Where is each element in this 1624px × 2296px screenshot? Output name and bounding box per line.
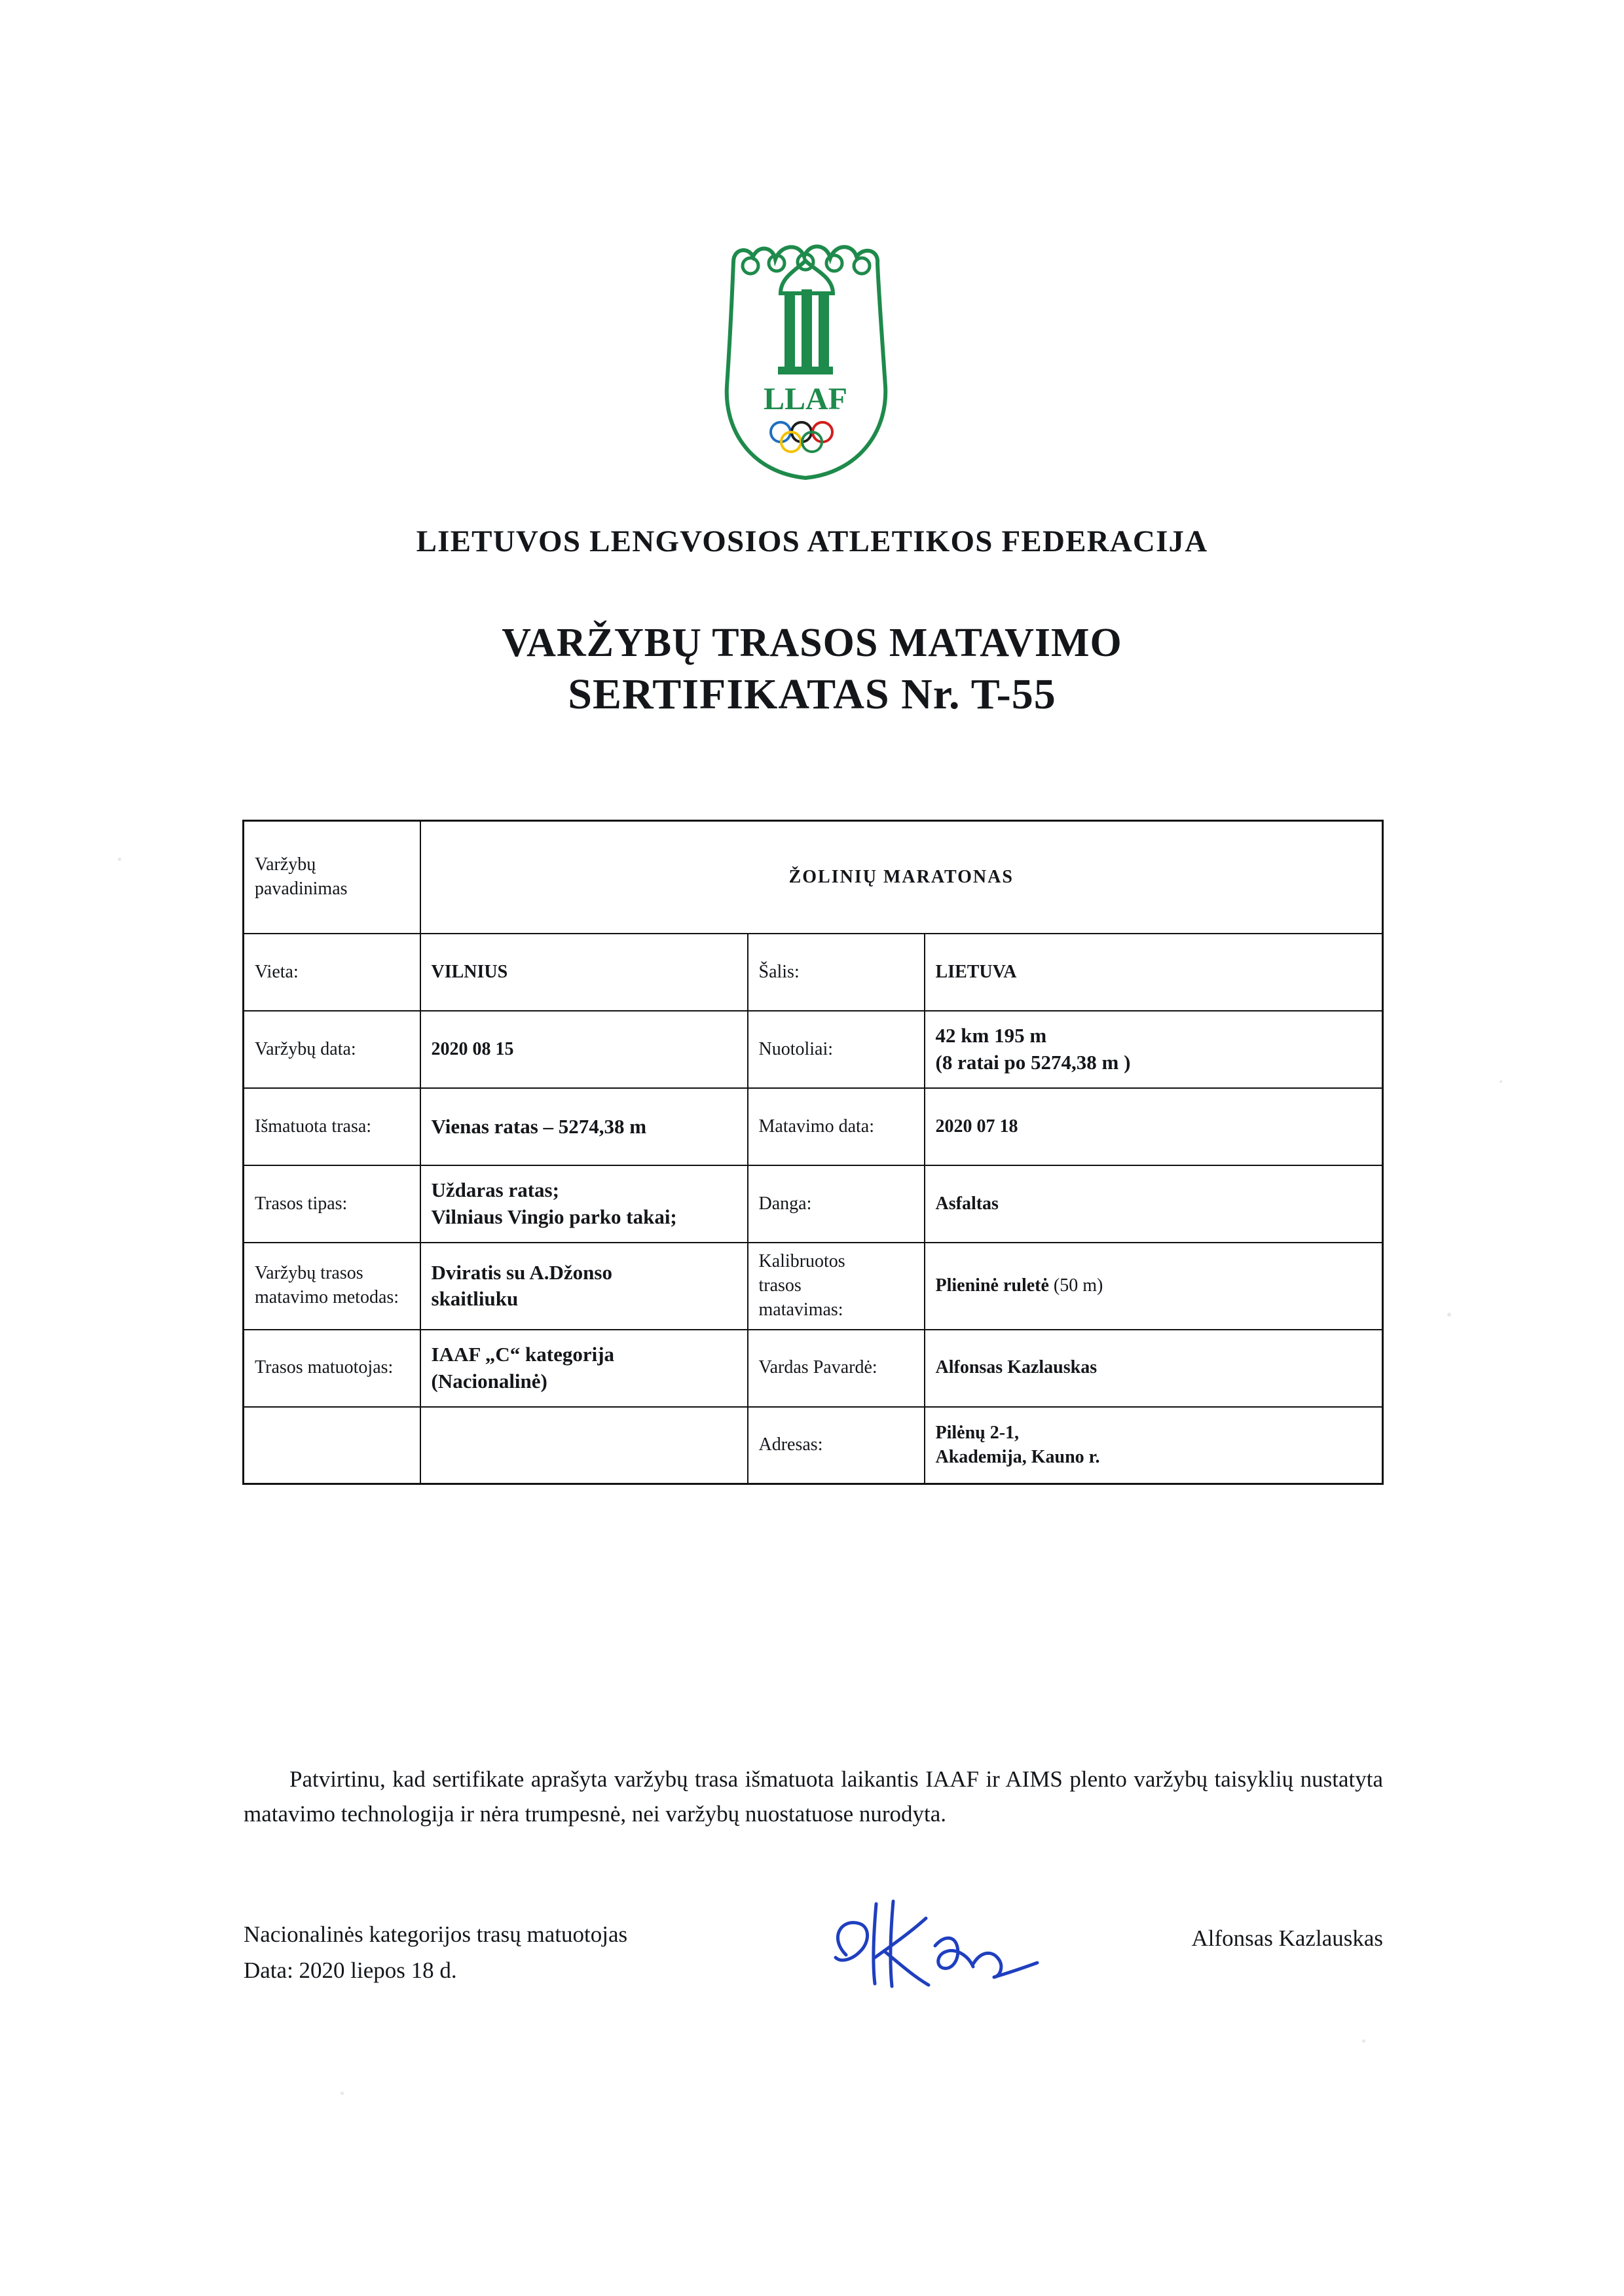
- page-title: [0, 619, 1624, 721]
- address-line-1: Pilėnų 2-1,: [935, 1422, 1020, 1443]
- certificate-table-wrapper: [242, 820, 1382, 1485]
- event-name-value: ŽOLINIŲ MARATONAS: [420, 821, 1383, 934]
- distance-value: [925, 1011, 1383, 1088]
- measurer-value-line-1: IAAF „C“ kategorija: [431, 1342, 615, 1366]
- surface-value: Asfaltas: [925, 1165, 1383, 1243]
- table-row: [244, 821, 1383, 934]
- event-date-label: Varžybų data:: [244, 1011, 420, 1088]
- table-row: [244, 1165, 1383, 1243]
- address-line-2: Akademija, Kauno r.: [935, 1446, 1100, 1467]
- event-date-value: 2020 08 15: [420, 1011, 748, 1088]
- distance-label: Nuotoliai:: [748, 1011, 925, 1088]
- calibration-value-length: (50 m): [1053, 1275, 1103, 1296]
- title-line-2: SERTIFIKATAS Nr. T-55: [568, 670, 1056, 718]
- calibration-label-line-3: matavimas:: [758, 1299, 843, 1320]
- table-row: [244, 1088, 1383, 1165]
- method-value-line-2: skaitliuku: [431, 1287, 519, 1311]
- course-type-line-1: Uždaras ratas;: [431, 1178, 559, 1202]
- scan-artifact: [1447, 1313, 1451, 1317]
- address-label: Adresas:: [748, 1407, 925, 1484]
- measurer-name-value: Alfonsas Kazlauskas: [925, 1330, 1383, 1407]
- calibration-label: [748, 1243, 925, 1330]
- statement-text: Patvirtinu, kad sertifikate aprašyta varžybų trasa išmatuota laikantis IAAF ir AIMS plento varžybų taisyklių nustatyta matavimo technologija ir nėra trumpesnė, nei varžybų nuostatuose nurodyta.: [244, 1766, 1383, 1827]
- certificate-table: [242, 820, 1384, 1485]
- event-label-line-1: Varžybų: [255, 854, 316, 875]
- calibration-value-bold: Plieninė ruletė: [935, 1275, 1049, 1296]
- distance-line-1: 42 km 195 m: [935, 1024, 1047, 1048]
- table-row: [244, 934, 1383, 1011]
- llaf-logo-graphic: [707, 216, 917, 504]
- signature-mark: [820, 1918, 1101, 1990]
- confirmation-statement: [244, 1762, 1383, 1831]
- signature-date: Data: 2020 liepos 18 d.: [244, 1957, 457, 1983]
- measured-course-value: Vienas ratas – 5274,38 m: [420, 1088, 748, 1165]
- scan-artifact: [1362, 2039, 1365, 2043]
- empty-cell-mid: [420, 1407, 748, 1484]
- place-label: Vieta:: [244, 934, 420, 1011]
- address-value: [925, 1407, 1383, 1484]
- place-value: VILNIUS: [420, 934, 748, 1011]
- measurement-date-value: 2020 07 18: [925, 1088, 1383, 1165]
- signature-block: [244, 1918, 1383, 1990]
- measurement-method-value: [420, 1243, 748, 1330]
- federation-name: LIETUVOS LENGVOSIOS ATLETIKOS FEDERACIJA: [416, 524, 1208, 558]
- signature-name: Alfonsas Kazlauskas: [1191, 1925, 1383, 1951]
- handwritten-signature-icon: [807, 1895, 1088, 2006]
- llaf-logo-text: LLAF: [763, 382, 848, 416]
- measurer-label: Trasos matuotojas:: [244, 1330, 420, 1407]
- calibration-value: [925, 1243, 1383, 1330]
- measurement-method-label: [244, 1243, 420, 1330]
- measurement-date-label: Matavimo data:: [748, 1088, 925, 1165]
- signature-role: Nacionalinės kategorijos trasų matuotojas: [244, 1922, 628, 1947]
- measurer-value-line-2: (Nacionalinė): [431, 1369, 547, 1393]
- country-value: LIETUVA: [925, 934, 1383, 1011]
- event-label-line-2: pavadinimas: [255, 879, 348, 899]
- table-row: [244, 1243, 1383, 1330]
- empty-cell-left: [244, 1407, 420, 1484]
- signature-role-block: [244, 1918, 820, 1988]
- distance-line-2: (8 ratai po 5274,38 m ): [935, 1051, 1131, 1074]
- event-name-label: [244, 821, 420, 934]
- calibration-label-line-2: trasos: [758, 1275, 802, 1296]
- scan-artifact: [341, 2092, 344, 2095]
- surface-label: Danga:: [748, 1165, 925, 1243]
- measurer-value: [420, 1330, 748, 1407]
- course-type-line-2: Vilniaus Vingio parko takai;: [431, 1205, 677, 1228]
- method-label-line-1: Varžybų trasos: [255, 1263, 363, 1284]
- title-line-1: VARŽYBŲ TRASOS MATAVIMO: [502, 621, 1122, 665]
- course-type-value: [420, 1165, 748, 1243]
- calibration-label-line-1: Kalibruotos: [758, 1251, 845, 1271]
- table-row: [244, 1011, 1383, 1088]
- table-row: [244, 1407, 1383, 1484]
- measured-course-label: Išmatuota trasa:: [244, 1088, 420, 1165]
- method-label-line-2: matavimo metodas:: [255, 1287, 399, 1308]
- llaf-logo: [0, 216, 1624, 504]
- measurer-name-label: Vardas Pavardė:: [748, 1330, 925, 1407]
- country-label: Šalis:: [748, 934, 925, 1011]
- course-type-label: Trasos tipas:: [244, 1165, 420, 1243]
- scan-artifact: [1500, 1080, 1502, 1083]
- table-row: [244, 1330, 1383, 1407]
- scan-artifact: [118, 858, 121, 861]
- method-value-line-1: Dviratis su A.Džonso: [431, 1260, 612, 1284]
